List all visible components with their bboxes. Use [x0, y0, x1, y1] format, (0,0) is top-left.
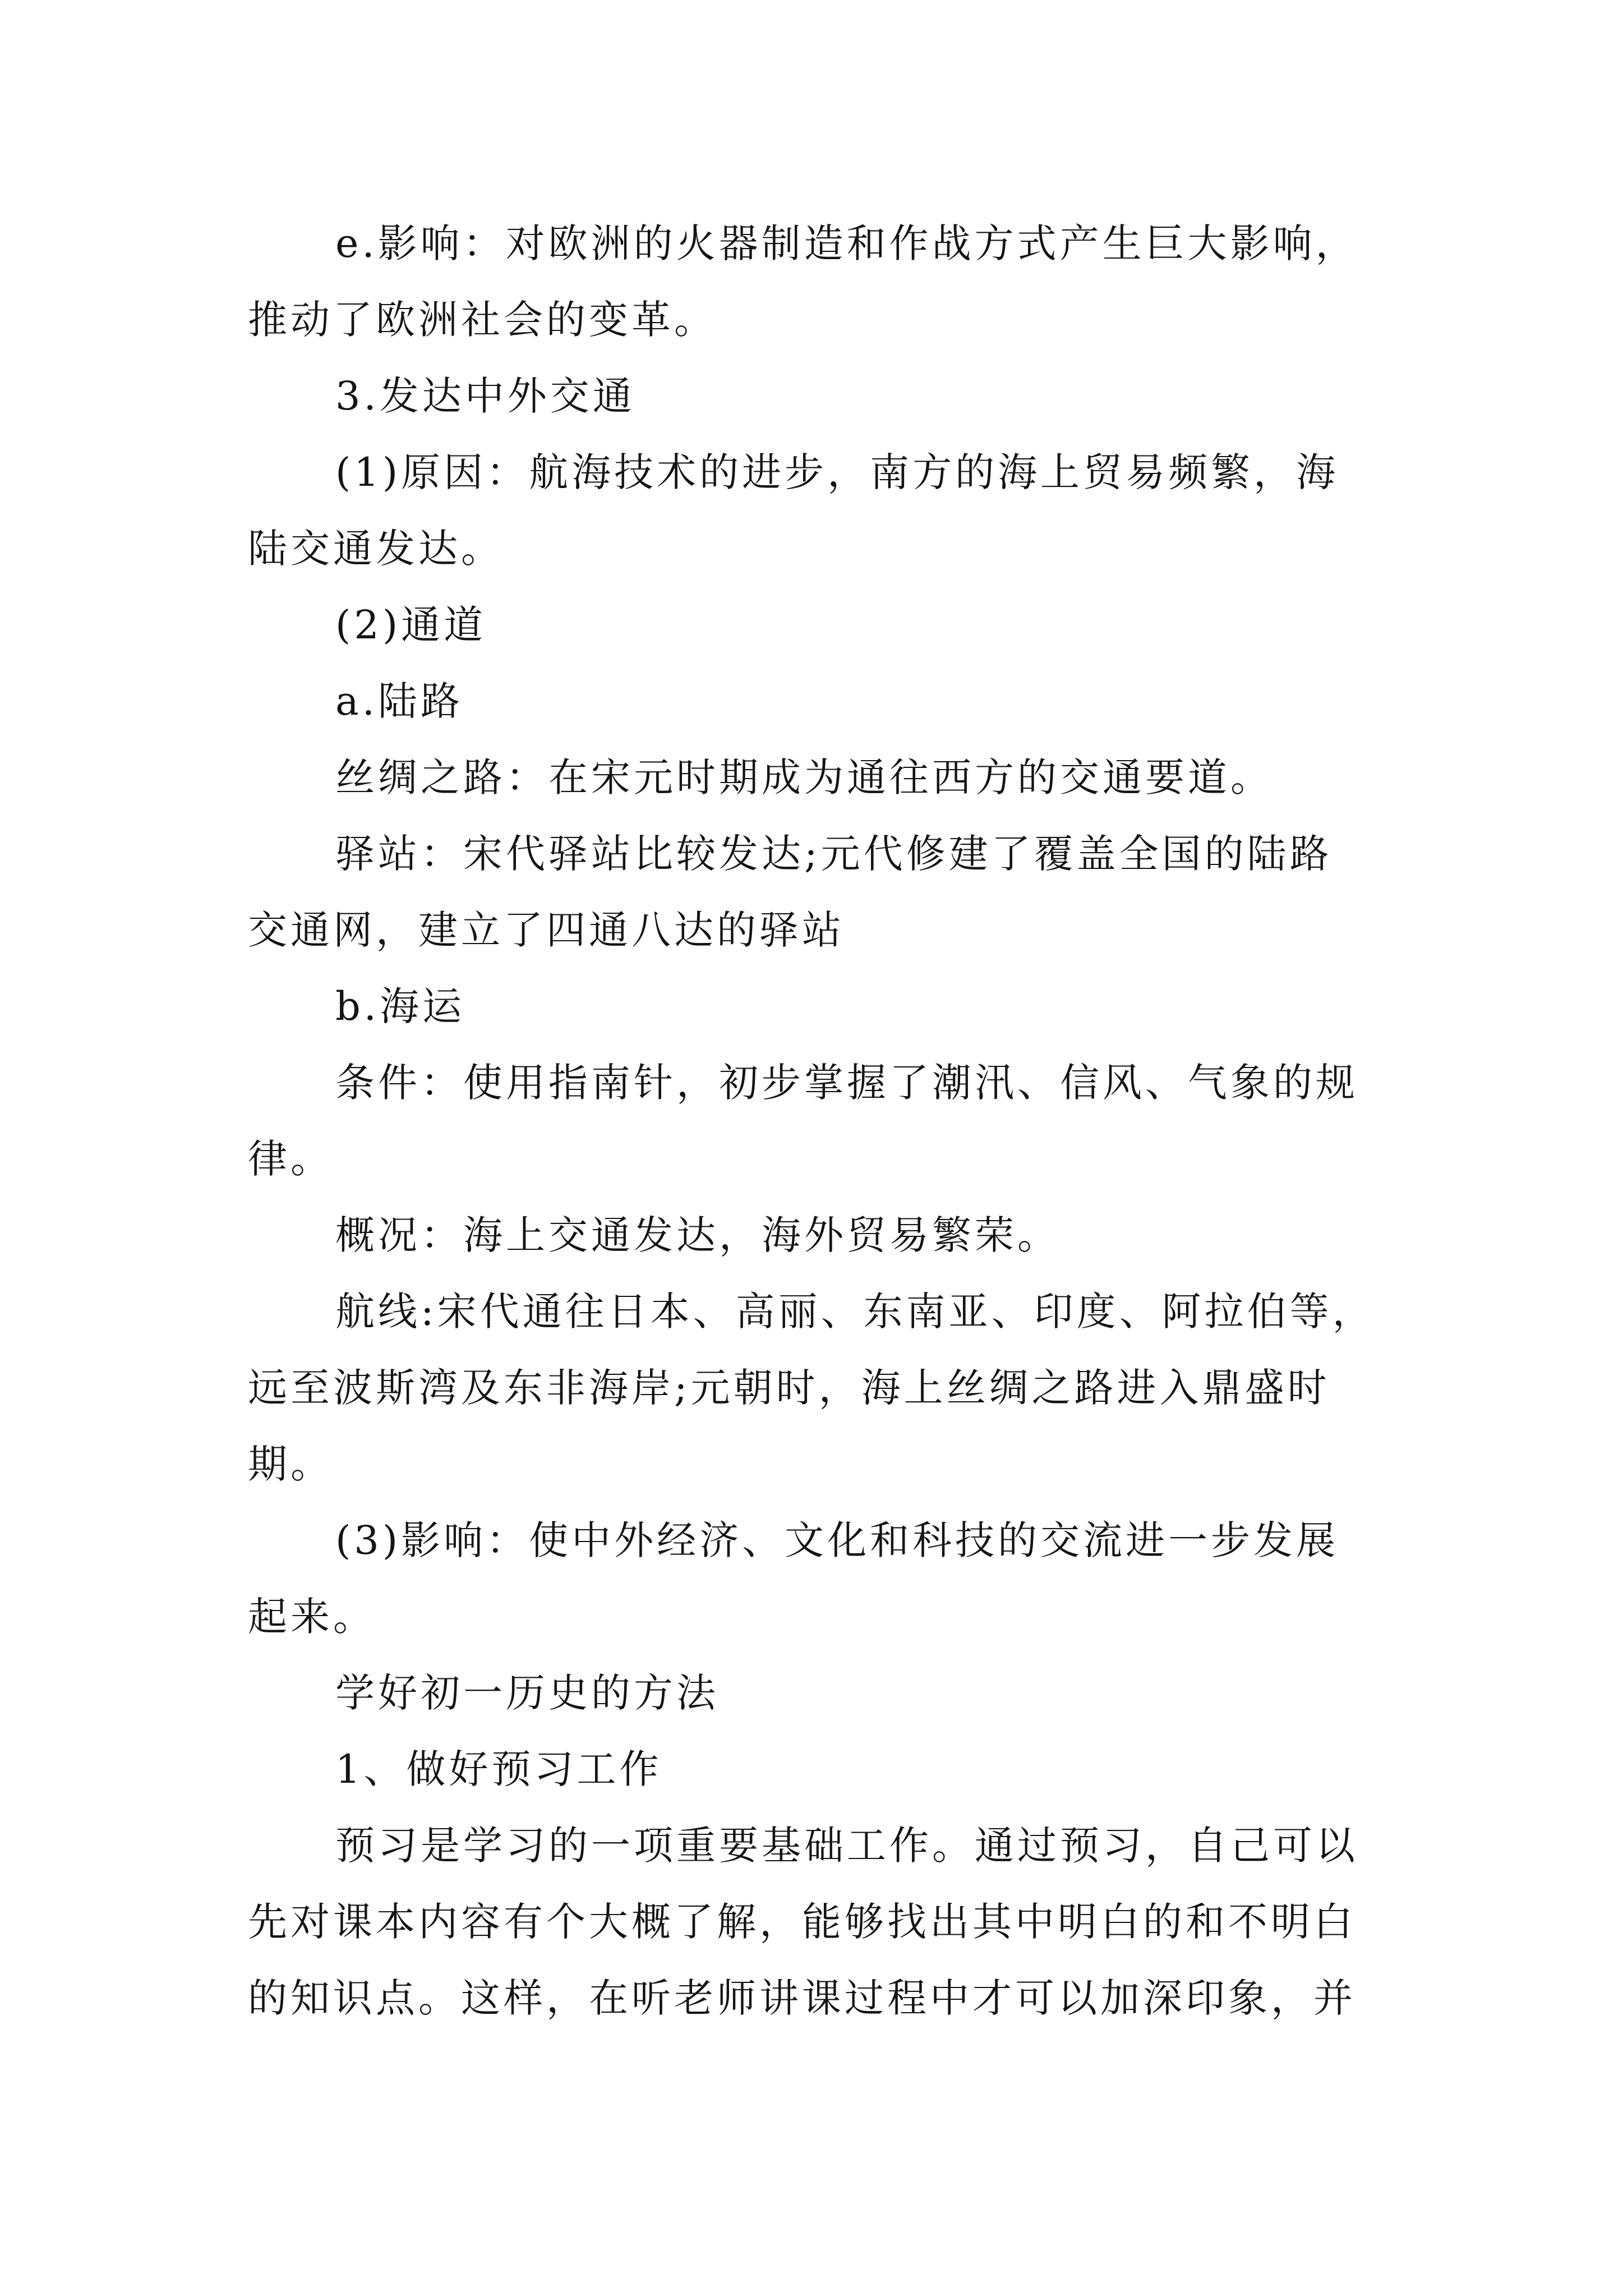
text-line: a.陆路	[335, 678, 463, 724]
text-line: 交通网，建立了四通八达的驿站	[248, 907, 845, 953]
text-line: (3)影响：使中外经济、文化和科技的交流进一步发展	[335, 1517, 1339, 1563]
text-line: 先对课本内容有个大概了解，能够找出其中明白的和不明白	[248, 1899, 1356, 1945]
text-line: b.海运	[335, 983, 465, 1029]
text-line: 的知识点。这样，在听老师讲课过程中才可以加深印象，并	[248, 1975, 1356, 2021]
text-line: 学好初一历史的方法	[335, 1670, 719, 1716]
text-line: 驿站：宋代驿站比较发达;元代修建了覆盖全国的陆路	[335, 831, 1332, 877]
text-line: e.影响：对欧洲的火器制造和作战方式产生巨大影响，	[335, 220, 1358, 266]
text-line: 丝绸之路：在宋元时期成为通往西方的交通要道。	[335, 754, 1273, 800]
text-line: 航线:宋代通往日本、高丽、东南亚、印度、阿拉伯等，	[335, 1289, 1375, 1335]
text-line: 推动了欧洲社会的变革。	[248, 297, 717, 343]
text-line: 3.发达中外交通	[335, 373, 635, 419]
text-line: 预习是学习的一项重要基础工作。通过预习，自己可以	[335, 1823, 1358, 1869]
text-line: 期。	[248, 1441, 333, 1487]
text-line: 律。	[248, 1136, 333, 1182]
text-line: 起来。	[248, 1594, 376, 1640]
text-line: (1)原因：航海技术的进步，南方的海上贸易频繁，海	[335, 449, 1339, 495]
text-line: 条件：使用指南针，初步掌握了潮汛、信风、气象的规	[335, 1060, 1358, 1106]
text-line: 概况：海上交通发达，海外贸易繁荣。	[335, 1212, 1060, 1258]
text-line: 陆交通发达。	[248, 526, 504, 572]
text-line: 1、做好预习工作	[335, 1746, 662, 1792]
text-line: (2)通道	[335, 602, 487, 648]
text-line: 远至波斯湾及东非海岸;元朝时，海上丝绸之路进入鼎盛时	[248, 1365, 1330, 1411]
